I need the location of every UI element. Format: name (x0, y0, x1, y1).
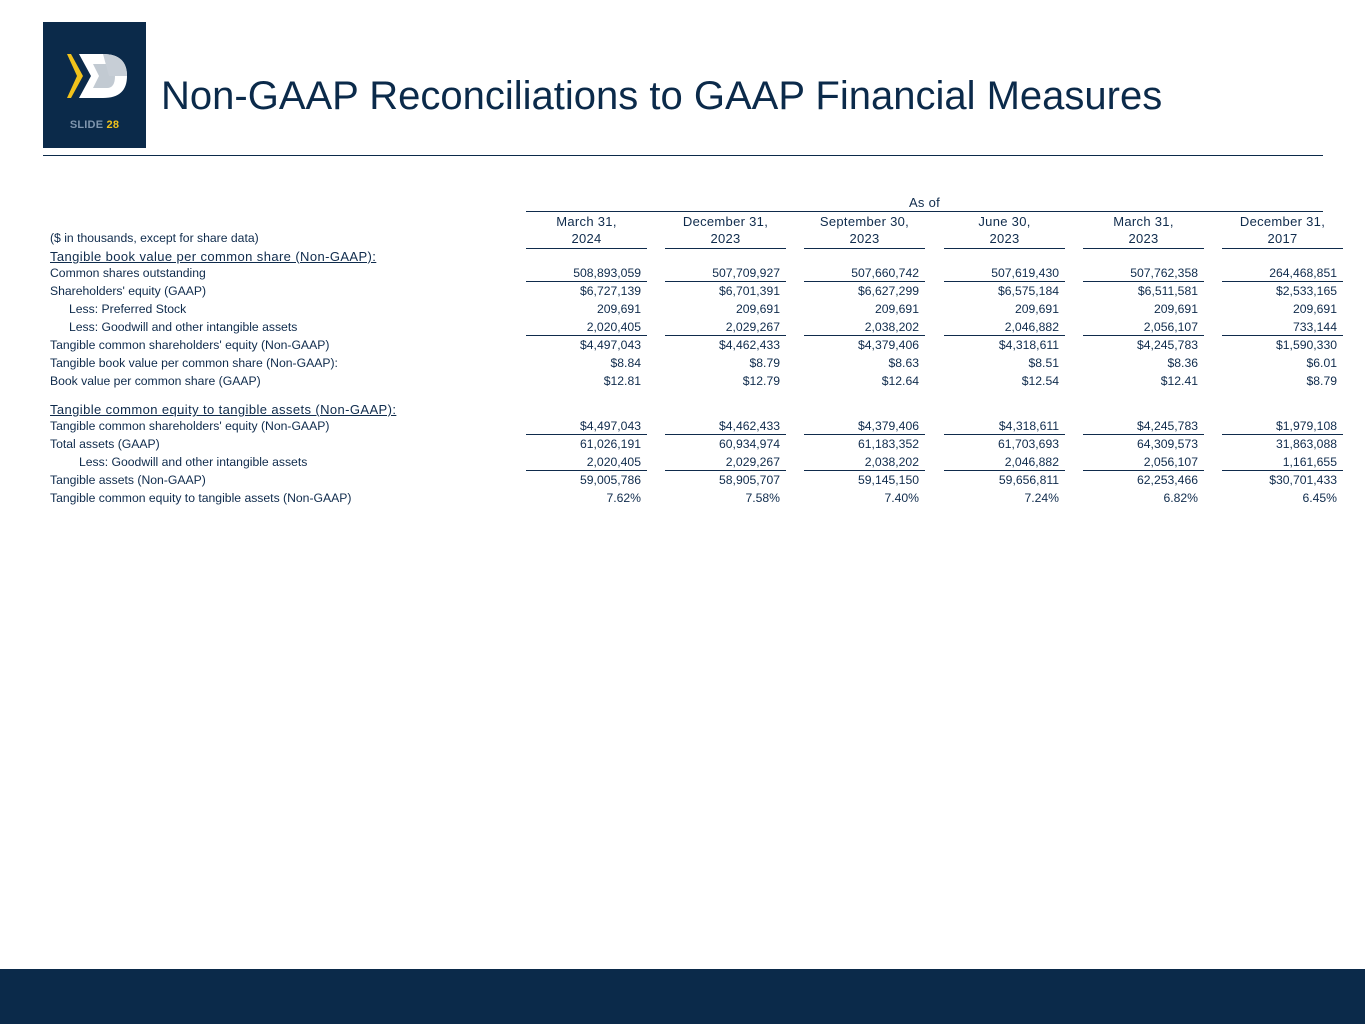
row-label: Less: Preferred Stock (69, 302, 187, 316)
table-cell: $6.01 (1306, 356, 1337, 370)
table-cell: 2,029,267 (665, 455, 786, 471)
as-of-header: As of (908, 195, 941, 210)
table-cell: $12.79 (742, 374, 780, 388)
table-row (0, 338, 1365, 356)
column-header (804, 213, 925, 249)
table-cell: 2,020,405 (526, 320, 647, 336)
units-note: ($ in thousands, except for share data) (50, 231, 259, 245)
table-cell: 1,161,655 (1222, 455, 1343, 471)
table-cell: 209,691 (1292, 302, 1337, 316)
table-cell: 508,893,059 (526, 266, 647, 282)
table-cell: 2,038,202 (804, 320, 925, 336)
column-header-date: December 31, (1239, 214, 1326, 229)
table-cell: 2,020,405 (526, 455, 647, 471)
table-cell: $4,318,611 (998, 338, 1059, 352)
row-label: Less: Goodwill and other intangible assets (79, 455, 308, 469)
table-cell: $4,462,433 (719, 338, 780, 352)
table-cell: 60,934,974 (719, 437, 780, 451)
table-row (0, 473, 1365, 491)
row-label: Shareholders' equity (GAAP) (50, 284, 207, 298)
table-cell: 2,046,882 (944, 455, 1065, 471)
table-cell: 507,709,927 (665, 266, 786, 282)
table-cell: 2,056,107 (1083, 455, 1204, 471)
table-cell: 58,905,707 (719, 473, 780, 487)
table-row (0, 374, 1365, 392)
table-cell: $8.84 (610, 356, 641, 370)
table-cell: 209,691 (1153, 302, 1198, 316)
row-label: Total assets (GAAP) (50, 437, 160, 451)
table-cell: 264,468,851 (1222, 266, 1343, 282)
slide-label-text: SLIDE (69, 119, 104, 131)
table-cell: 61,026,191 (580, 437, 641, 451)
table-cell: 6.82% (1163, 491, 1198, 505)
table-cell: $4,318,611 (944, 419, 1065, 435)
footer-bar (0, 969, 1365, 1024)
section-title-tangible-equity-ratio: Tangible common equity to tangible assets (Non-GAAP): (50, 402, 397, 417)
table-cell: 2,056,107 (1083, 320, 1204, 336)
table-cell: 209,691 (735, 302, 780, 316)
table-cell: 61,703,693 (998, 437, 1059, 451)
table-cell: 64,309,573 (1137, 437, 1198, 451)
table-cell: $12.41 (1160, 374, 1198, 388)
section-title-tangible-book-value: Tangible book value per common share (Non-GAAP): (50, 249, 377, 264)
column-header (1083, 213, 1204, 249)
table-cell: 61,183,352 (858, 437, 919, 451)
table-row (0, 437, 1365, 455)
table-cell: 2,038,202 (804, 455, 925, 471)
table-cell: $30,701,433 (1269, 473, 1337, 487)
table-cell: $6,575,184 (998, 284, 1059, 298)
table-cell: 209,691 (596, 302, 641, 316)
column-header-year: 2023 (989, 231, 1020, 246)
column-header (1222, 213, 1343, 249)
column-header-year: 2023 (1128, 231, 1159, 246)
table-cell: $6,727,139 (580, 284, 641, 298)
column-header-year: 2023 (710, 231, 741, 246)
row-label: Tangible book value per common share (Non-GAAP): (50, 356, 338, 370)
table-cell: $1,590,330 (1276, 338, 1337, 352)
table-cell: 59,656,811 (998, 473, 1059, 487)
table-cell: $2,533,165 (1276, 284, 1337, 298)
table-cell: 733,144 (1222, 320, 1343, 336)
table-cell: $4,379,406 (804, 419, 925, 435)
table-row (0, 266, 1365, 284)
column-header (526, 213, 647, 249)
column-header-date: September 30, (819, 214, 910, 229)
row-label: Book value per common share (GAAP) (50, 374, 261, 388)
column-header-year: 2023 (849, 231, 880, 246)
slide-number-value: 28 (106, 119, 120, 131)
table-cell: $4,245,783 (1137, 338, 1198, 352)
row-label: Tangible common equity to tangible assets (Non-GAAP) (50, 491, 352, 505)
table-row (0, 491, 1365, 509)
table-cell: 507,619,430 (944, 266, 1065, 282)
table-cell: 7.58% (745, 491, 780, 505)
column-header-date: March 31, (1113, 214, 1174, 229)
table-cell: 7.24% (1024, 491, 1059, 505)
table-cell: 209,691 (874, 302, 919, 316)
page-title: Non-GAAP Reconciliations to GAAP Financial Measures (161, 74, 1163, 118)
table-cell: $8.36 (1167, 356, 1198, 370)
table-cell: $6,627,299 (858, 284, 919, 298)
table-cell: 209,691 (1014, 302, 1059, 316)
row-label: Tangible common shareholders' equity (Non-GAAP) (50, 419, 330, 433)
column-header (665, 213, 786, 249)
table-row (0, 455, 1365, 473)
table-cell: $4,497,043 (580, 338, 641, 352)
table-row (0, 302, 1365, 320)
as-of-underline (526, 211, 1323, 212)
table-cell: $4,462,433 (665, 419, 786, 435)
table-cell: $4,245,783 (1083, 419, 1204, 435)
table-cell: 6.45% (1302, 491, 1337, 505)
table-cell: $12.64 (881, 374, 919, 388)
table-cell: 59,005,786 (580, 473, 641, 487)
table-row (0, 419, 1365, 437)
column-header-year: 2017 (1267, 231, 1298, 246)
column-header (944, 213, 1065, 249)
table-cell: 507,762,358 (1083, 266, 1204, 282)
column-header-year: 2024 (571, 231, 602, 246)
table-cell: 7.62% (606, 491, 641, 505)
table-cell: $6,701,391 (719, 284, 780, 298)
row-label: Less: Goodwill and other intangible assets (69, 320, 298, 334)
table-cell: $12.81 (603, 374, 641, 388)
column-header-date: March 31, (556, 214, 617, 229)
table-cell: $8.51 (1028, 356, 1059, 370)
table-cell: 2,029,267 (665, 320, 786, 336)
table-cell: 59,145,150 (858, 473, 919, 487)
row-label: Tangible common shareholders' equity (Non-GAAP) (50, 338, 330, 352)
table-row (0, 284, 1365, 302)
table-cell: $8.79 (749, 356, 780, 370)
table-cell: $4,497,043 (526, 419, 647, 435)
row-label: Common shares outstanding (50, 266, 206, 280)
row-label: Tangible assets (Non-GAAP) (50, 473, 206, 487)
table-cell: 7.40% (884, 491, 919, 505)
table-cell: 507,660,742 (804, 266, 925, 282)
column-header-date: June 30, (978, 214, 1031, 229)
column-header-date: December 31, (682, 214, 769, 229)
table-cell: $1,979,108 (1222, 419, 1343, 435)
table-cell: $12.54 (1021, 374, 1059, 388)
table-cell: 2,046,882 (944, 320, 1065, 336)
table-row (0, 356, 1365, 374)
table-cell: $4,379,406 (858, 338, 919, 352)
table-cell: $6,511,581 (1137, 284, 1198, 298)
table-cell: 31,863,088 (1276, 437, 1337, 451)
table-cell: 62,253,466 (1137, 473, 1198, 487)
table-cell: $8.63 (888, 356, 919, 370)
table-row (0, 320, 1365, 338)
table-cell: $8.79 (1306, 374, 1337, 388)
